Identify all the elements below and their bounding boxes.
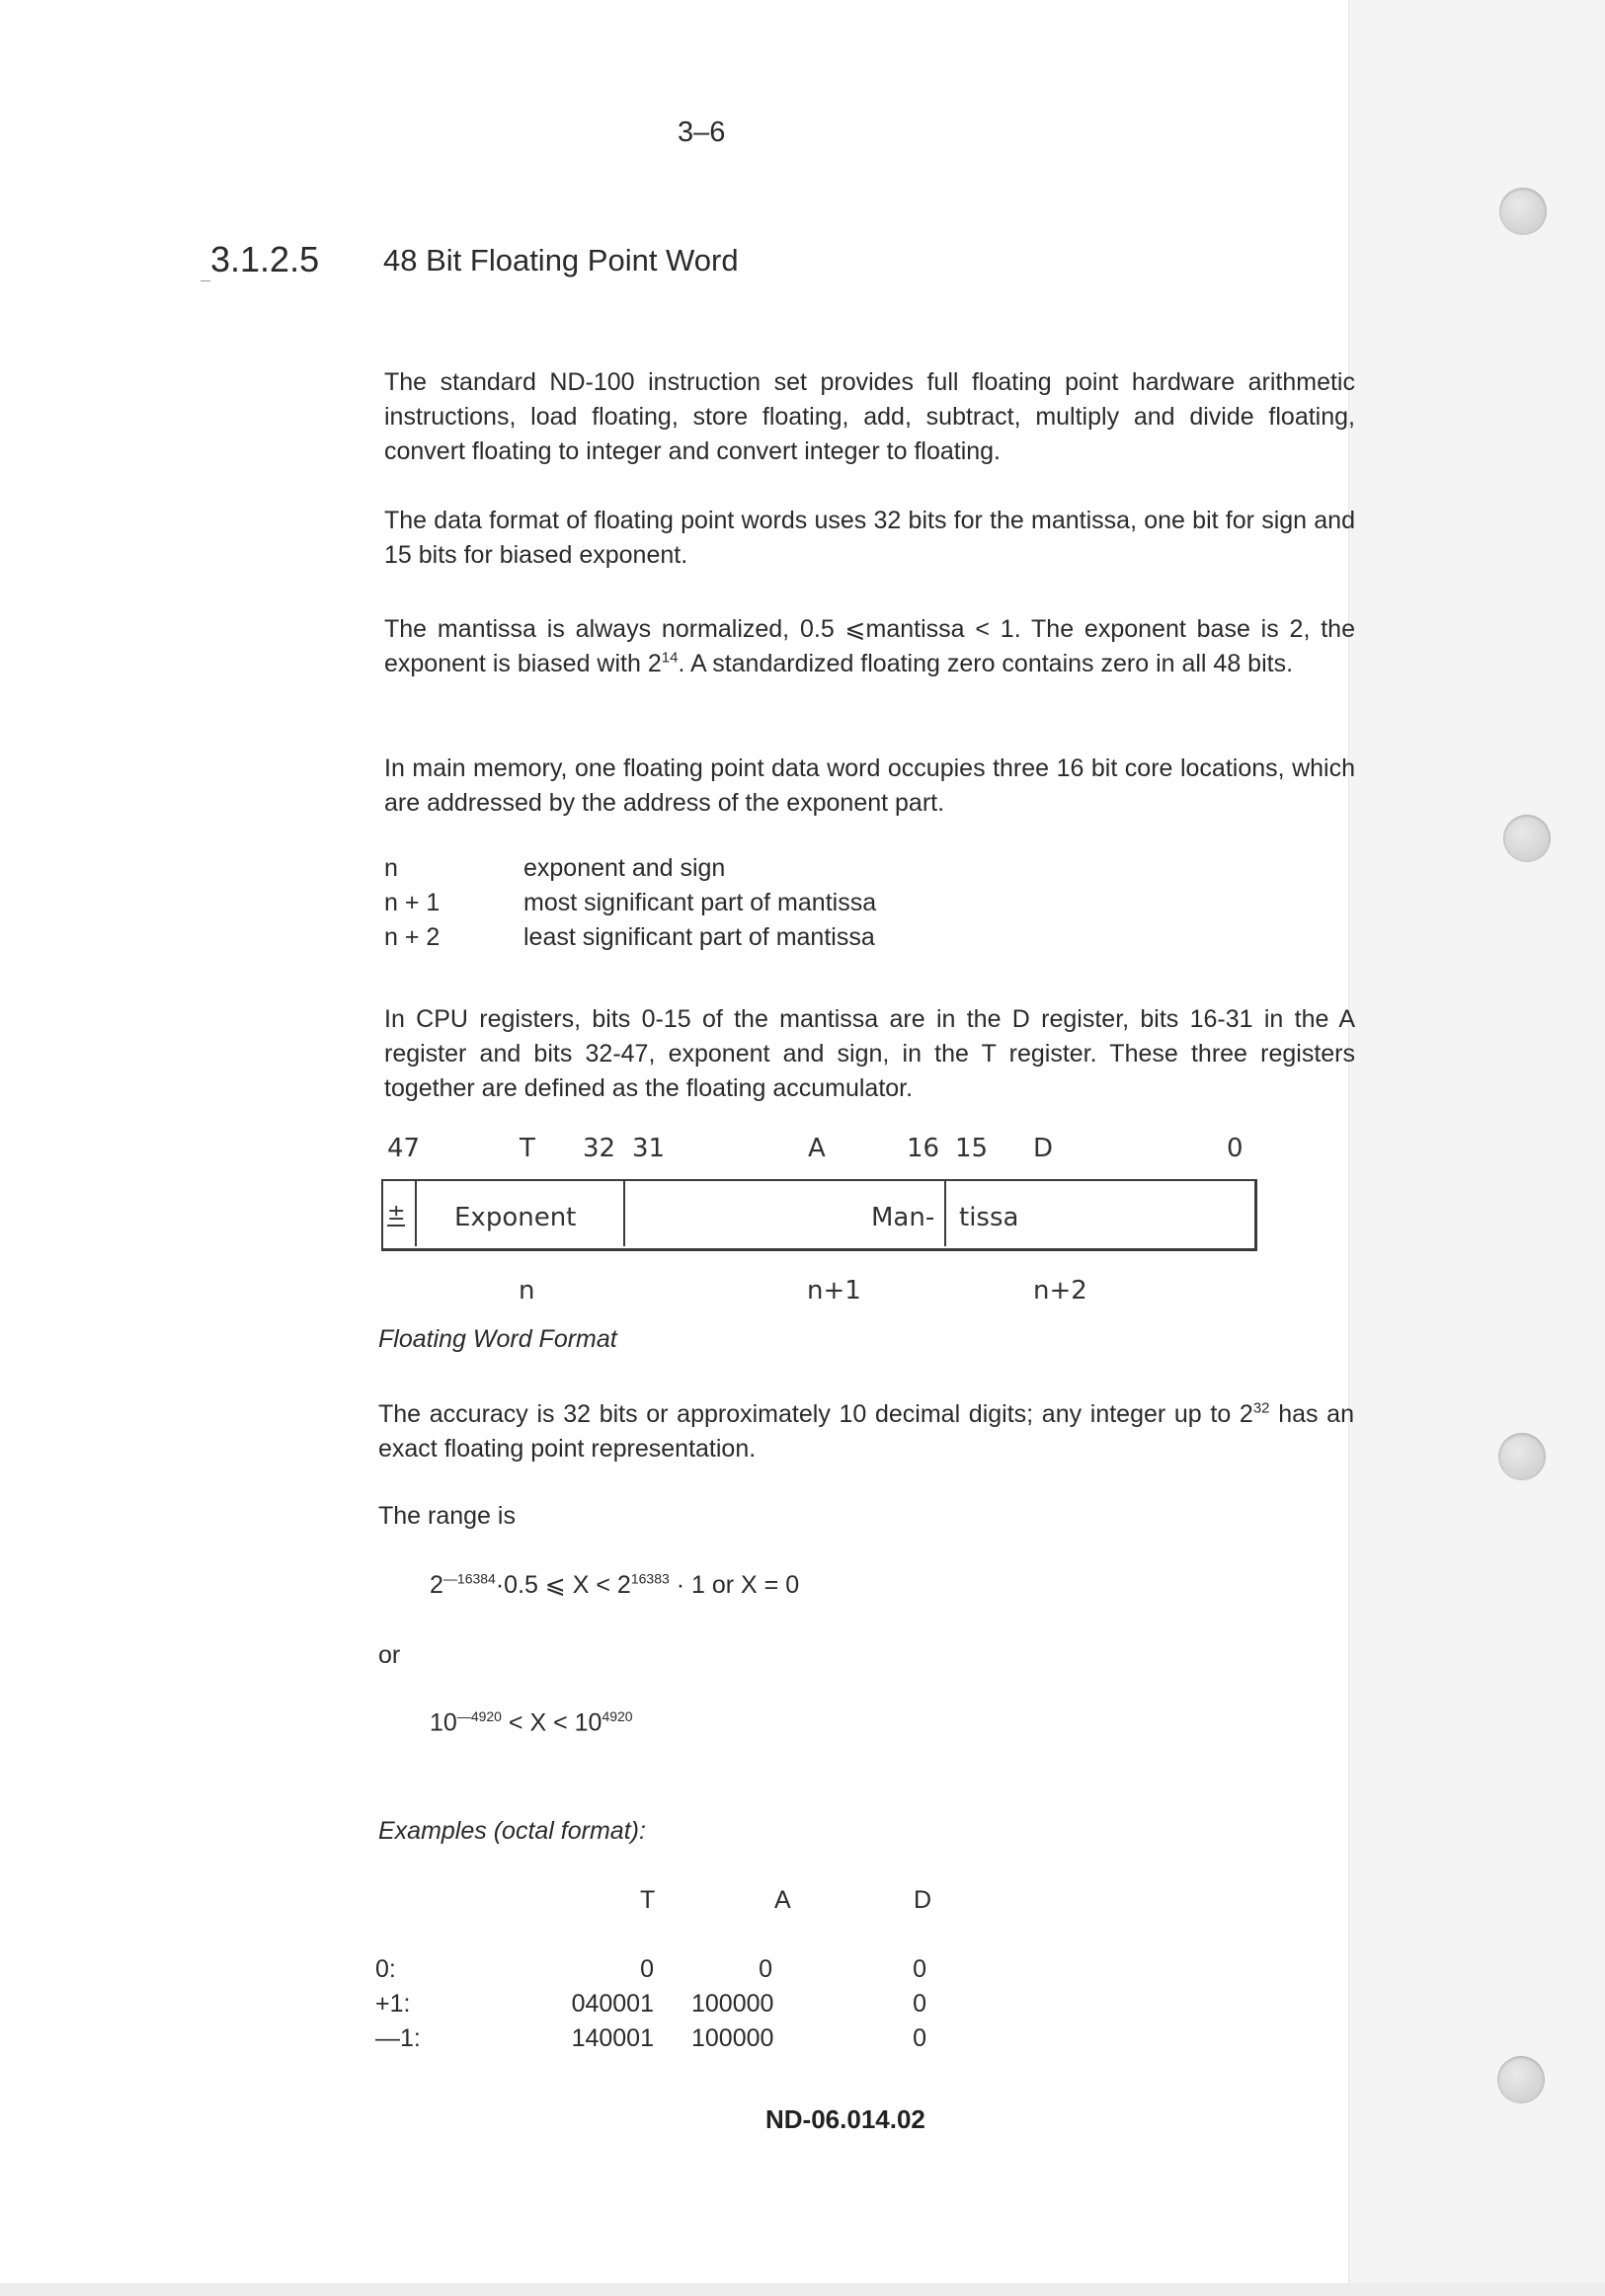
binder-hole: [1499, 188, 1547, 235]
paragraph-accuracy: The accuracy is 32 bits or approximately 10 decimal digits; any integer up to $2^{32}$ has an exact floating point representation.: [378, 1399, 1354, 1463]
example-row: —1: 140001 100000 0: [375, 2024, 926, 2052]
page-edge: [1348, 0, 1605, 2296]
sign-field: ±: [387, 1201, 406, 1226]
range-or: or: [378, 1641, 401, 1669]
examples-header-a: A: [774, 1886, 791, 1914]
word-label-n: n: [519, 1276, 535, 1306]
paragraph-intro: The standard ND-100 instruction set provides full floating point hardware arithmetic instructions, load floating, store floating, add, subtract, multiply and divide floating, convert floating to integer and convert integer to floating.: [384, 368, 1355, 465]
examples-header-d: D: [914, 1886, 932, 1914]
paragraph-cpu-registers: In CPU registers, bits 0-15 of the mantissa are in the D register, bits 16-31 in the A register and bits 32-47, exponent and sign, in the T register. These three registers together are defined as the floating accumulator.: [384, 1005, 1355, 1102]
scan-border: [0, 2283, 1605, 2296]
example-row: +1: 040001 100000 0: [375, 1990, 926, 2018]
word-label-n1: n+1: [807, 1276, 861, 1306]
exponent-field: Exponent: [454, 1203, 577, 1232]
binder-hole: [1498, 1433, 1546, 1480]
bit-label-16: 16: [907, 1134, 940, 1163]
document-footer-id: ND-06.014.02: [765, 2104, 925, 2134]
example-row: 0: 0 0 0: [375, 1955, 926, 1983]
bit-label-15: 15: [955, 1134, 989, 1163]
section-number: 3.1.2.5: [210, 239, 320, 279]
page-number: 3–6: [678, 117, 726, 148]
mantissa-field-upper: Man-: [871, 1203, 935, 1232]
margin-mark: [201, 280, 210, 281]
paragraph-data-format: The data format of floating point words uses 32 bits for the mantissa, one bit for sign and 15 bits for biased exponent.: [384, 507, 1355, 569]
binder-hole: [1503, 815, 1551, 862]
field-divider: [415, 1180, 417, 1246]
figure-caption: Floating Word Format: [378, 1325, 617, 1353]
section-title: 48 Bit Floating Point Word: [383, 243, 739, 277]
mantissa-field-lower: tissa: [959, 1203, 1019, 1232]
field-divider: [623, 1180, 625, 1246]
range-formula-decimal: $10^{—4920} < X < 10^{4920}$: [430, 1708, 633, 1737]
binder-hole: [1497, 2056, 1545, 2103]
field-divider: [944, 1180, 946, 1246]
bit-label-0: 0: [1227, 1134, 1244, 1163]
register-label-a: A: [808, 1134, 826, 1163]
paragraph-range: The range is: [378, 1502, 516, 1530]
examples-title: Examples (octal format):: [378, 1817, 646, 1845]
register-label-t: T: [520, 1134, 535, 1163]
paragraph-mantissa: The mantissa is always normalized, 0.5 ⩽mantissa < 1. The exponent base is 2, the exponent is biased with $2^{14}$. A standardized floating zero contains zero in all 48 bits.: [384, 615, 1355, 677]
paragraph-main-memory: In main memory, one floating point data word occupies three 16 bit core locations, which are addressed by the address of the exponent part.: [384, 754, 1355, 817]
range-formula-binary: $2^{—16384}\cdot 0.5$ ⩽ $X < 2^{16383} \cdot 1$ or X = 0: [430, 1570, 800, 1599]
bit-label-31: 31: [632, 1134, 666, 1163]
word-label-n2: n+2: [1033, 1276, 1087, 1306]
bit-label-47: 47: [387, 1134, 421, 1163]
examples-header-t: T: [640, 1886, 656, 1914]
register-label-d: D: [1033, 1134, 1054, 1163]
bit-label-32: 32: [583, 1134, 616, 1163]
